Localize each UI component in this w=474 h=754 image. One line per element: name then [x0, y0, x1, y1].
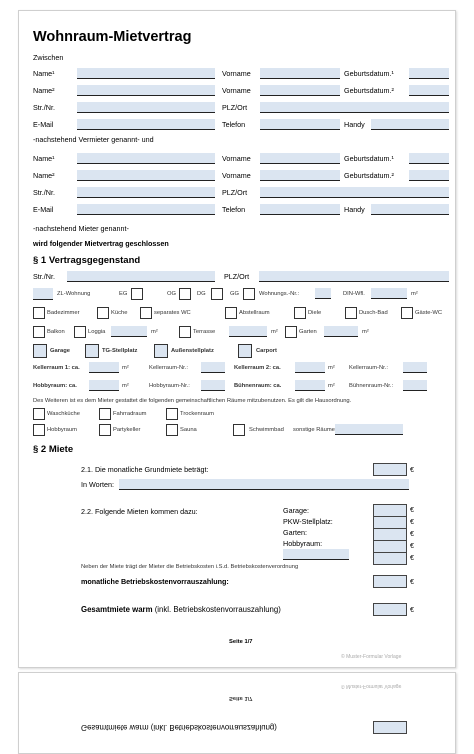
landlord-mobile-label: Handy	[344, 120, 365, 129]
landlord-birth2-field[interactable]	[409, 85, 449, 96]
guest-wc-checkbox[interactable]	[401, 307, 413, 319]
din-area-field[interactable]	[371, 288, 407, 299]
bike-room-label: Fahrradraum	[113, 411, 147, 417]
page2-total-field	[373, 721, 407, 734]
tenant-name1-label: Name¹	[33, 154, 55, 163]
stage-area-unit: m²	[328, 383, 335, 389]
balcony-checkbox[interactable]	[33, 326, 45, 338]
landlord-plz-field[interactable]	[260, 102, 449, 113]
shared-rooms-note: Des Weiteren ist es dem Mieter gestattet die folgenden gemeinschaftlichen Räume mitzubenutzen. Es gilt die Hausordnung.	[33, 398, 352, 404]
contract-page-2-preview	[18, 672, 456, 754]
dg-checkbox[interactable]	[211, 288, 223, 300]
page-number: Seite 1/7	[229, 639, 253, 645]
cellar2-number-field[interactable]	[403, 362, 427, 373]
separate-wc-label: separates WC	[154, 310, 191, 316]
garage-label: Garage	[50, 348, 70, 354]
other-rooms-field[interactable]	[335, 424, 403, 435]
carport-checkbox[interactable]	[238, 344, 252, 358]
pool-label: Schwimmbad	[249, 427, 284, 433]
tenant-firstname1-field[interactable]	[260, 153, 340, 164]
garage-checkbox[interactable]	[33, 344, 47, 358]
landlord-name1-label: Name¹	[33, 69, 55, 78]
shared-hobby-checkbox[interactable]	[33, 424, 45, 436]
tenant-firstname1-label: Vorname	[222, 154, 251, 163]
pool-checkbox[interactable]	[233, 424, 245, 436]
cellar2-number-label: Kellerraum-Nr.:	[349, 365, 388, 371]
landlord-mobile-field[interactable]	[371, 119, 449, 130]
landlord-street-label: Str./Nr.	[33, 103, 55, 112]
tenant-email-label: E-Mail	[33, 205, 54, 214]
zl-apartment-field[interactable]	[33, 288, 53, 300]
party-cellar-checkbox[interactable]	[99, 424, 111, 436]
other-rooms-label: sonstige Räume	[293, 427, 335, 433]
hobby-area-field[interactable]	[89, 380, 119, 391]
copyright-note: © Muster-Formular Vorlage	[341, 654, 402, 660]
landlord-firstname2-label: Vorname	[222, 86, 251, 95]
tg-parking-label: TG-Stellplatz	[102, 348, 138, 354]
tenant-name1-field[interactable]	[77, 153, 215, 164]
base-rent-field[interactable]	[373, 463, 407, 476]
tenant-birth2-label: Geburtsdatum.²	[344, 171, 394, 180]
total-rent-bold: Gesamtmiete warm	[81, 605, 153, 614]
shower-bath-checkbox[interactable]	[345, 307, 357, 319]
shared-hobby-label: Hobbyraum	[47, 427, 77, 433]
balcony-label: Balkon	[47, 329, 65, 335]
bathroom-label: Badezimmer	[47, 310, 80, 316]
sauna-label: Sauna	[180, 427, 197, 433]
gg-label: GG	[230, 291, 240, 297]
landlord-birth2-label: Geburtsdatum.²	[344, 86, 394, 95]
laundry-label: Waschküche	[47, 411, 80, 417]
garden-label: Garten	[299, 329, 317, 335]
terrace-checkbox[interactable]	[179, 326, 191, 338]
loggia-area-unit: m²	[151, 329, 158, 335]
cellar1-number-label: Kellerraum-Nr.:	[149, 365, 188, 371]
garden-rent-label: Garten:	[283, 528, 307, 537]
tenant-phone-label: Telefon	[222, 205, 246, 214]
landlord-birth1-label: Geburtsdatum.¹	[344, 69, 394, 78]
tenant-email-field[interactable]	[77, 204, 215, 215]
garden-checkbox[interactable]	[285, 326, 297, 338]
hallway-checkbox[interactable]	[294, 307, 306, 319]
tenant-birth1-label: Geburtsdatum.¹	[344, 154, 394, 163]
object-street-field[interactable]	[67, 271, 215, 282]
landlord-email-field[interactable]	[77, 119, 215, 130]
separate-wc-checkbox[interactable]	[140, 307, 152, 319]
og-label: OG	[167, 291, 177, 297]
landlord-name2-label: Name²	[33, 86, 55, 95]
tenant-plz-label: PLZ/Ort	[222, 188, 248, 197]
loggia-checkbox[interactable]	[74, 326, 86, 338]
sauna-checkbox[interactable]	[166, 424, 178, 436]
closing-line: wird folgender Mietvertrag geschlossen	[33, 239, 169, 248]
storage-room-label: Abstellraum	[239, 310, 270, 316]
eg-label: EG	[119, 291, 128, 297]
landlord-firstname2-field[interactable]	[260, 85, 340, 96]
loggia-label: Loggia	[88, 329, 106, 335]
landlord-note: -nachstehend Vermieter genannt- und	[33, 135, 154, 144]
advance-payment-euro: €	[410, 577, 414, 586]
parking-rent-label: PKW-Stellplatz:	[283, 517, 333, 526]
tenant-name2-field[interactable]	[77, 170, 215, 181]
drying-room-label: Trockenraum	[180, 411, 214, 417]
hobby-area-unit: m²	[122, 383, 129, 389]
page2-number: Seite 1/7	[229, 695, 253, 701]
base-rent-euro: €	[410, 465, 414, 474]
tenant-birth2-field[interactable]	[409, 170, 449, 181]
contract-page-1	[18, 10, 456, 668]
cellar2-label: Kellerraum 2: ca.	[234, 365, 281, 371]
object-street-label: Str./Nr.	[33, 272, 55, 281]
terrace-area-unit: m²	[271, 329, 278, 335]
operating-costs-note: Neben der Miete trägt der Mieter die Betriebskosten i.S.d. Betriebskostenverordnung	[81, 564, 299, 570]
hobby-number-label: Hobbyraum-Nr.:	[149, 383, 190, 389]
document-title: Wohnraum-Mietvertrag	[33, 29, 192, 45]
landlord-phone-label: Telefon	[222, 120, 246, 129]
section1-heading: § 1 Vertragsgegenstand	[33, 255, 141, 266]
kitchen-checkbox[interactable]	[97, 307, 109, 319]
total-rent-label	[81, 605, 281, 614]
landlord-phone-field[interactable]	[260, 119, 340, 130]
total-rent-euro: €	[410, 605, 414, 614]
carport-label: Carport	[256, 348, 277, 354]
laundry-checkbox[interactable]	[33, 408, 45, 420]
tenant-name2-label: Name²	[33, 171, 55, 180]
storage-room-checkbox[interactable]	[225, 307, 237, 319]
cellar1-number-field[interactable]	[201, 362, 225, 373]
cellar2-area-unit: m²	[328, 365, 335, 371]
landlord-name1-field[interactable]	[77, 68, 215, 79]
hallway-label: Diele	[308, 310, 322, 316]
eg-checkbox[interactable]	[131, 288, 143, 300]
object-plz-field[interactable]	[259, 271, 449, 282]
tenant-plz-field[interactable]	[260, 187, 449, 198]
tenant-mobile-field[interactable]	[371, 204, 449, 215]
outdoor-parking-checkbox[interactable]	[154, 344, 168, 358]
guest-wc-label: Gäste-WC	[415, 310, 443, 316]
extra-rent-other-euro: €	[410, 553, 414, 562]
in-words-field[interactable]	[119, 479, 409, 490]
hobby-rent-euro: €	[410, 541, 414, 550]
total-rent-rest: (inkl. Betriebskostenvorrauszahlung)	[154, 605, 281, 614]
shower-bath-label: Dusch-Bad	[359, 310, 388, 316]
hobby-number-field[interactable]	[201, 380, 225, 391]
landlord-name2-field[interactable]	[77, 85, 215, 96]
tenant-street-label: Str./Nr.	[33, 188, 55, 197]
hobby-label: Hobbyraum: ca.	[33, 383, 77, 389]
stage-number-label: Bühnenraum-Nr.:	[349, 383, 394, 389]
tenant-firstname2-label: Vorname	[222, 171, 251, 180]
stage-number-field[interactable]	[403, 380, 427, 391]
stage-area-field[interactable]	[295, 380, 325, 391]
din-area-unit: m²	[411, 291, 418, 297]
garden-rent-euro: €	[410, 529, 414, 538]
page2-total-text: Gesamtmiete warm (inkl. Betriebskostenvorrauszahlung)	[81, 723, 277, 732]
terrace-label: Terrasse	[193, 329, 216, 335]
hobby-rent-label: Hobbyraum:	[283, 539, 323, 548]
landlord-firstname1-field[interactable]	[260, 68, 340, 79]
garage-rent-euro: €	[410, 505, 414, 514]
outdoor-parking-label: Außenstellplatz	[171, 348, 214, 354]
landlord-street-field[interactable]	[77, 102, 215, 113]
landlord-plz-label: PLZ/Ort	[222, 103, 248, 112]
og-checkbox[interactable]	[179, 288, 191, 300]
parking-rent-euro: €	[410, 517, 414, 526]
cellar1-area-unit: m²	[122, 365, 129, 371]
landlord-email-label: E-Mail	[33, 120, 54, 129]
gg-checkbox[interactable]	[243, 288, 255, 300]
landlord-firstname1-label: Vorname	[222, 69, 251, 78]
between-label: Zwischen	[33, 53, 64, 62]
cellar1-label: Kellerraum 1: ca.	[33, 365, 80, 371]
page2-copyright: © Muster-Formular Vorlage	[341, 683, 402, 689]
tenant-street-field[interactable]	[77, 187, 215, 198]
tenant-phone-field[interactable]	[260, 204, 340, 215]
section2-heading: § 2 Miete	[33, 444, 74, 455]
total-rent-field[interactable]	[373, 603, 407, 616]
in-words-label: In Worten:	[81, 480, 115, 489]
extra-rent-label: 2.2. Folgende Mieten kommen dazu:	[81, 507, 198, 516]
kitchen-label: Küche	[111, 310, 128, 316]
tenant-firstname2-field[interactable]	[260, 170, 340, 181]
cellar1-area-field[interactable]	[89, 362, 119, 373]
cellar2-area-field[interactable]	[295, 362, 325, 373]
base-rent-label: 2.1. Die monatliche Grundmiete beträgt:	[81, 465, 209, 474]
tenant-note: -nachstehend Mieter genannt-	[33, 224, 129, 233]
unit-number-field[interactable]	[315, 288, 331, 299]
bike-room-checkbox[interactable]	[99, 408, 111, 420]
garden-area-unit: m²	[362, 329, 369, 335]
advance-payment-field[interactable]	[373, 575, 407, 588]
extra-rent-other-field[interactable]	[283, 549, 349, 560]
stage-label: Bühnenraum: ca.	[234, 383, 282, 389]
zl-apartment-label: ZL-Wohnung	[57, 291, 91, 297]
garage-rent-label: Garage:	[283, 506, 309, 515]
unit-number-label: Wohnungs.-Nr.:	[259, 291, 300, 297]
loggia-area-field[interactable]	[111, 326, 147, 337]
terrace-area-field[interactable]	[229, 326, 267, 337]
party-cellar-label: Partykeller	[113, 427, 141, 433]
bathroom-checkbox[interactable]	[33, 307, 45, 319]
din-area-label: DIN-Wfl.	[343, 291, 365, 297]
tenant-mobile-label: Handy	[344, 205, 365, 214]
drying-room-checkbox[interactable]	[166, 408, 178, 420]
garden-area-field[interactable]	[324, 326, 358, 337]
tg-parking-checkbox[interactable]	[85, 344, 99, 358]
landlord-birth1-field[interactable]	[409, 68, 449, 79]
advance-payment-label: monatliche Betriebskostenvorrauszahlung:	[81, 577, 229, 586]
object-plz-label: PLZ/Ort	[224, 272, 250, 281]
tenant-birth1-field[interactable]	[409, 153, 449, 164]
extra-rent-other-amount[interactable]	[373, 552, 407, 565]
dg-label: DG	[197, 291, 206, 297]
